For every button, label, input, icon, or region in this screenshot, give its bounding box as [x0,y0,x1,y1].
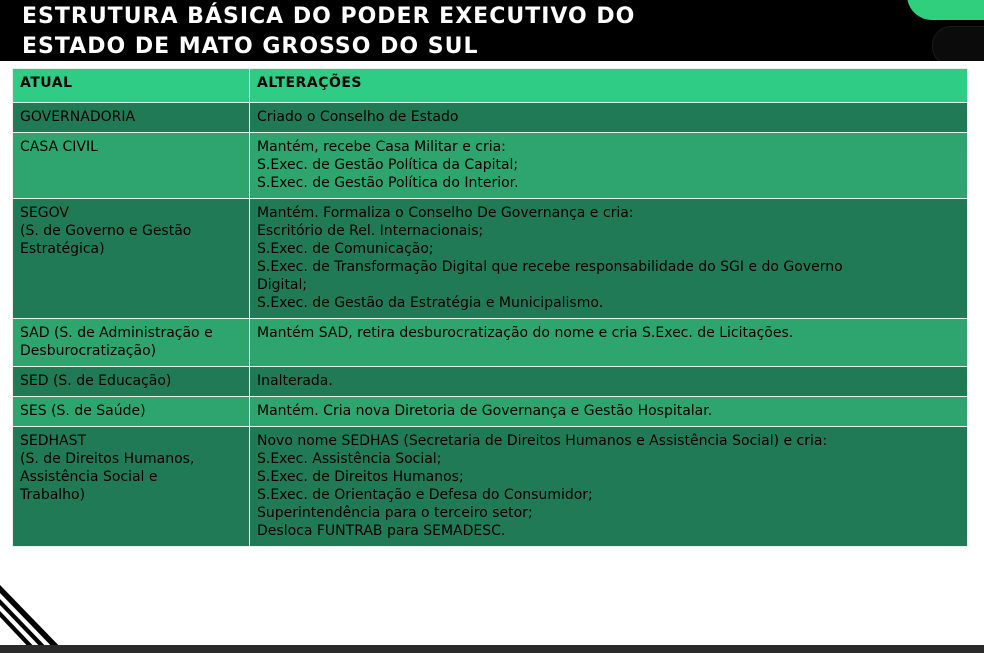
page-title [22,2,635,62]
cell-line: (S. de Governo e Gestão [20,223,192,239]
cell-line: Inalterada. [257,373,333,389]
cell-atual [13,319,250,367]
cell-atual [13,103,250,133]
table-row [13,199,968,319]
cell-alteracoes [250,319,968,367]
cell-alteracoes [250,397,968,427]
cell-alteracoes [250,199,968,319]
cell-alteracoes [250,133,968,199]
table-header-row [13,69,968,103]
cell-line: CASA CIVIL [20,139,98,155]
cell-atual [13,427,250,547]
cell-atual [13,199,250,319]
decorative-stripes [0,585,70,653]
structure-table [12,68,968,547]
decorative-green-pill [907,0,984,20]
cell-alteracoes [250,427,968,547]
cell-atual [13,133,250,199]
table-row [13,133,968,199]
table-row [13,367,968,397]
table-row [13,397,968,427]
cell-line: (S. de Direitos Humanos, [20,451,195,467]
bottom-bar [0,645,984,653]
table-row [13,103,968,133]
cell-line: Estratégica) [20,241,105,257]
cell-atual [13,367,250,397]
title-line-1: ESTRUTURA BÁSICA DO PODER EXECUTIVO DO [22,4,636,29]
cell-line: SED (S. de Educação) [20,373,172,389]
cell-line: Superintendência para o terceiro setor; [257,505,533,521]
cell-line: Criado o Conselho de Estado [257,109,459,125]
cell-line: SEDHAST [20,433,87,449]
cell-line: Novo nome SEDHAS (Secretaria de Direitos Humanos e Assistência Social) e cria: [257,433,828,449]
cell-line: S.Exec. de Transformação Digital que recebe responsabilidade do SGI e do Governo [257,259,843,275]
cell-alteracoes [250,367,968,397]
cell-atual [13,397,250,427]
cell-line: S.Exec. de Direitos Humanos; [257,469,464,485]
cell-line: S.Exec. de Orientação e Defesa do Consumidor; [257,487,593,503]
header-alteracoes: ALTERAÇÕES [250,69,968,103]
title-line-2: ESTADO DE MATO GROSSO DO SUL [22,34,479,59]
cell-line: Mantém, recebe Casa Militar e cria: [257,139,506,155]
cell-line: Assistência Social e [20,469,158,485]
cell-line: Mantém SAD, retira desburocratização do nome e cria S.Exec. de Licitações. [257,325,794,341]
cell-line: SEGOV [20,205,69,221]
cell-line: Desburocratização) [20,343,157,359]
cell-line: S.Exec. de Gestão da Estratégia e Municipalismo. [257,295,604,311]
table-row [13,427,968,547]
cell-line: Desloca FUNTRAB para SEMADESC. [257,523,506,539]
cell-line: Mantém. Cria nova Diretoria de Governança e Gestão Hospitalar. [257,403,713,419]
cell-line: Digital; [257,277,308,293]
cell-line: S.Exec. de Comunicação; [257,241,434,257]
cell-line: Trabalho) [20,487,86,503]
header-atual: ATUAL [13,69,250,103]
cell-line: S.Exec. Assistência Social; [257,451,442,467]
table-row [13,319,968,367]
decorative-dark-pill [932,26,984,66]
cell-line: Mantém. Formaliza o Conselho De Governança e cria: [257,205,634,221]
cell-line: S.Exec. de Gestão Política do Interior. [257,175,519,191]
cell-line: S.Exec. de Gestão Política da Capital; [257,157,519,173]
cell-alteracoes [250,103,968,133]
cell-line: Escritório de Rel. Internacionais; [257,223,484,239]
cell-line: SAD (S. de Administração e [20,325,213,341]
cell-line: SES (S. de Saúde) [20,403,146,419]
cell-line: GOVERNADORIA [20,109,136,125]
